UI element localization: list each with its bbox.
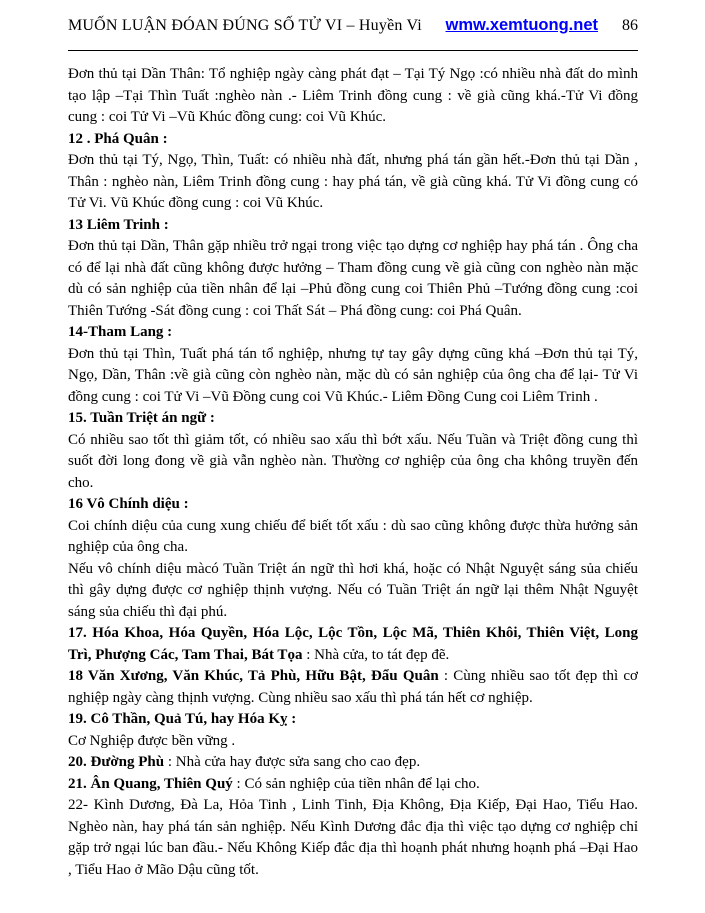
header-divider (68, 50, 638, 51)
text-run: : Cùng nhiều sao tốt đẹp thì cơ nghiệp ngày càng thịnh vượng. Cùng nhiều sao xấu thì phá tán hết cơ nghiệp. (68, 668, 638, 706)
paragraph (68, 666, 638, 709)
text-run: Có nhiều sao tốt thì giảm tốt, có nhiều sao xấu thì bớt xấu. Nếu Tuần và Triệt đồng cung thì suốt đời long đong về già vẫn nghèo nàn. Thường cơ nghiệp của ông cha không truyền đến cho. (68, 431, 638, 491)
book-title: MUỐN LUẬN ĐÓAN ĐÚNG SỐ TỬ VI – Huyền Vi (68, 17, 422, 34)
text-run: Đơn thủ tại Dần Thân: Tổ nghiệp ngày càng phát đạt – Tại Tý Ngọ :có nhiều nhà đất do mình tạo lập –Tại Thìn Tuất :nghèo nàn .- Liêm Trinh đồng cung : về già cũng khá.-Tử Vi đồng cung : coi Tử Vi –Vũ Khúc đồng cung: coi Vũ Khúc. (68, 66, 638, 125)
paragraph (68, 494, 638, 516)
site-link[interactable]: wmw.xemtuong.net (445, 16, 598, 34)
page-number: 86 (622, 17, 638, 34)
paragraph (68, 430, 638, 495)
paragraph (68, 408, 638, 430)
text-run: 22- Kình Dương, Đà La, Hỏa Tinh , Linh Tinh, Địa Không, Địa Kiếp, Đại Hao, Tiểu Hao. Nghèo nàn, hay phá tán sản nghiệp. Nếu Kình Dương đắc địa thì việc tạo dựng cơ nghiệp chỉ gặp trở ngại lúc ban đầu.- Nếu Không Kiếp đắc địa thì hoạnh phát nhưng hoạnh phá –Đại Hao , Tiểu Hao ở Mão Dậu cũng tốt. (68, 797, 638, 878)
bold-text-run: 18 Văn Xương, Văn Khúc, Tả Phù, Hữu Bật, Đẩu Quân (68, 668, 439, 684)
page-header (68, 16, 638, 35)
paragraph (68, 516, 638, 559)
bold-text-run: 15. Tuần Triệt án ngữ : (68, 410, 215, 426)
bold-text-run: 20. Đường Phù (68, 754, 165, 770)
paragraph (68, 752, 638, 774)
bold-text-run: 14-Tham Lang : (68, 324, 173, 340)
bold-text-run: 19. Cô Thần, Quả Tú, hay Hóa Kỵ : (68, 711, 297, 727)
paragraph (68, 623, 638, 666)
bold-text-run: 16 Vô Chính diệu : (68, 496, 189, 512)
text-run: : Nhà cửa, to tát đẹp đẽ. (302, 646, 450, 663)
bold-text-run: 17. Hóa Khoa, Hóa Quyền, Hóa Lộc, Lộc Tồn, Lộc Mã, Thiên Khôi, Thiên Việt, Long Trì, Phượng Các, Tam Thai, Bát Tọa (68, 625, 638, 663)
paragraph (68, 64, 638, 129)
paragraph (68, 774, 638, 796)
paragraph (68, 150, 638, 215)
text-run: Đơn thủ tại Thìn, Tuất phá tán tổ nghiệp, nhưng tự tay gây dựng cũng khá –Đơn thủ tại Tý, Ngọ, Dần, Thân :về già cũng còn nghèo nàn, mặc dù có sản nghiệp của ông cha để lại- Tử Vi đồng cung : coi Tử Vi –Vũ Đồng cung coi Vũ Khúc.- Liêm Đồng Cung coi Liêm Trinh . (68, 345, 638, 405)
paragraph (68, 129, 638, 151)
bold-text-run: 12 . Phá Quân : (68, 130, 168, 147)
content (68, 64, 638, 881)
bold-text-run: 13 Liêm Trinh : (68, 216, 169, 233)
paragraph (68, 215, 638, 237)
text-run: Đơn thủ tại Dần, Thân gặp nhiều trở ngại trong việc tạo dựng cơ nghiệp hay phá tán . Ông cha có để lại nhà đất cũng không được hưởng – Tham đồng cung về già cũng con nghèo nàn mặc dù có sản nghiệp của tiền nhân để lại –Phủ đồng cung coi Thiên Phủ –Tướng đồng cung :coi Thiên Tướng -Sát đồng cung : coi Thất Sát – Phá đồng cung: coi Phá Quân. (68, 238, 638, 319)
paragraph (68, 795, 638, 881)
paragraph (68, 709, 638, 731)
paragraph (68, 236, 638, 322)
text-run: Đơn thủ tại Tý, Ngọ, Thìn, Tuất: có nhiều nhà đất, nhưng phá tán gần hết.-Đơn thủ tại Dần , Thân : nghèo nàn, Liêm Trinh đồng cung : hay phá tán, về già cũng khá. Tử Vi đồng cung có Tử Vi. Vũ Khúc đồng cung : coi Vũ Khúc. (68, 152, 638, 211)
bold-text-run: 21. Ân Quang, Thiên Quý (68, 775, 233, 792)
text-run: : Có sản nghiệp của tiền nhân để lại cho. (232, 775, 480, 792)
text-run: Cơ Nghiệp được bền vững . (68, 732, 236, 749)
paragraph (68, 344, 638, 409)
text-run: Coi chính diệu của cung xung chiếu để biết tốt xấu : dù sao cũng không được thừa hưởng sản nghiệp của ông cha. (68, 517, 638, 555)
paragraph (68, 559, 638, 624)
paragraph (68, 731, 638, 753)
text-run: : Nhà cửa hay được sửa sang cho cao đẹp. (164, 754, 421, 770)
paragraph (68, 322, 638, 344)
text-run: Nếu vô chính diệu màcó Tuần Triệt án ngữ thì hơi khá, hoặc có Nhật Nguyệt sáng sủa chiếu thì gây dựng được cơ nghiệp thịnh vượng. Nếu có Tuần Triệt án ngữ lại thêm Nhật Nguyệt sáng sủa chiếu thì đại phú. (68, 560, 638, 620)
